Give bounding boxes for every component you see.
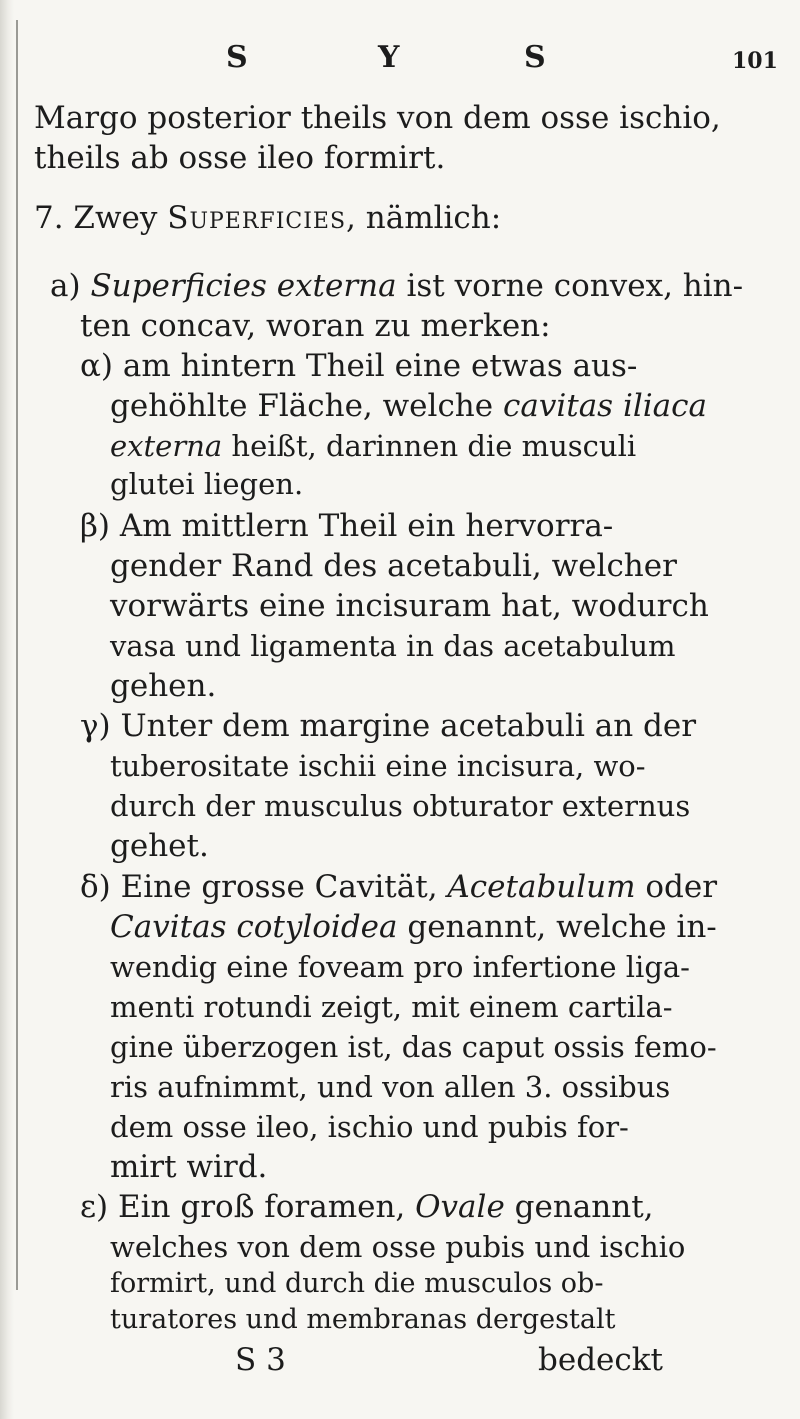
page-number: 101 — [732, 48, 778, 74]
text-line: β) Am mittlern Theil ein hervorra- — [80, 507, 614, 544]
header-ornament-left: S — [226, 40, 248, 75]
text-line: vasa und ligamenta in das acetabulum — [110, 629, 676, 664]
text-line — [50, 266, 743, 306]
text-run: ε) Ein groß foramen, — [80, 1189, 416, 1226]
heading-rest: , nämlich: — [346, 200, 502, 237]
signature-footer: S 3 — [235, 1342, 286, 1378]
header-ornament-right: S — [524, 40, 546, 75]
text-run: gehöhlte Fläche, welche — [110, 387, 503, 424]
text-line: gine überzogen ist, das caput ossis femo- — [110, 1029, 717, 1064]
header-ornament-center: Y — [378, 40, 400, 75]
text-line: durch der musculus obturator externus — [110, 789, 691, 824]
latin-term: cavitas iliaca — [502, 387, 708, 424]
page-binding-edge — [0, 0, 14, 1419]
catchword: bedeckt — [538, 1342, 663, 1378]
item-marker: a) — [50, 267, 91, 304]
text-line: γ) Unter dem margine acetabuli an der — [80, 708, 697, 745]
text-line: gehen. — [110, 668, 217, 705]
latin-term: Cavitas cotyloidea — [110, 908, 398, 945]
heading-term: Superficies — [167, 200, 347, 237]
binding-line — [16, 20, 18, 1290]
text-run: genannt, — [504, 1189, 654, 1226]
text-line: menti rotundi zeigt, mit einem cartila- — [110, 989, 673, 1024]
text-line: dem osse ileo, ischio und pubis for- — [110, 1109, 629, 1144]
text-run: oder — [635, 868, 718, 905]
latin-term: Acetabulum — [447, 868, 636, 905]
text-line — [110, 386, 707, 426]
text-line: formirt, und durch die musculos ob- — [110, 1267, 604, 1299]
text-line — [80, 1187, 654, 1227]
heading-number: 7. Zwey — [34, 200, 168, 237]
text-run: ist vorne convex, hin- — [396, 267, 744, 304]
text-line: gehet. — [110, 828, 209, 865]
text-line: wendig eine foveam pro infertione liga- — [110, 949, 690, 984]
text-line — [80, 867, 717, 907]
text-line: gender Rand des acetabuli, welcher — [110, 548, 677, 585]
latin-term: Superficies externa — [90, 267, 397, 304]
text-line: turatores und membranas dergestalt — [110, 1304, 616, 1335]
text-line: vorwärts eine incisuram hat, wodurch — [110, 588, 709, 625]
running-header — [0, 40, 800, 90]
text-line: mirt wird. — [110, 1149, 268, 1186]
section-heading — [34, 198, 501, 238]
text-line: ten concav, woran zu merken: — [80, 307, 551, 344]
text-line: tuberositate ischii eine incisura, wo- — [110, 749, 646, 784]
text-run: genannt, welche in- — [397, 908, 717, 945]
latin-term: Ovale — [415, 1189, 505, 1226]
text-line: ris aufnimmt, und von allen 3. ossibus — [110, 1069, 671, 1104]
text-line: welches von dem osse pubis und ischio — [110, 1230, 686, 1265]
text-run: δ) Eine grosse Cavität, — [80, 868, 448, 905]
latin-term: externa — [110, 428, 223, 463]
text-line: glutei liegen. — [110, 467, 304, 502]
text-line — [110, 907, 717, 947]
text-line — [110, 426, 636, 466]
text-run: heißt, darinnen die musculi — [222, 428, 637, 463]
text-line: theils ab osse ileo formirt. — [34, 140, 446, 177]
text-line: Margo posterior theils von dem osse ischio, — [34, 100, 721, 136]
text-line: α) am hintern Theil eine etwas aus- — [80, 347, 638, 384]
